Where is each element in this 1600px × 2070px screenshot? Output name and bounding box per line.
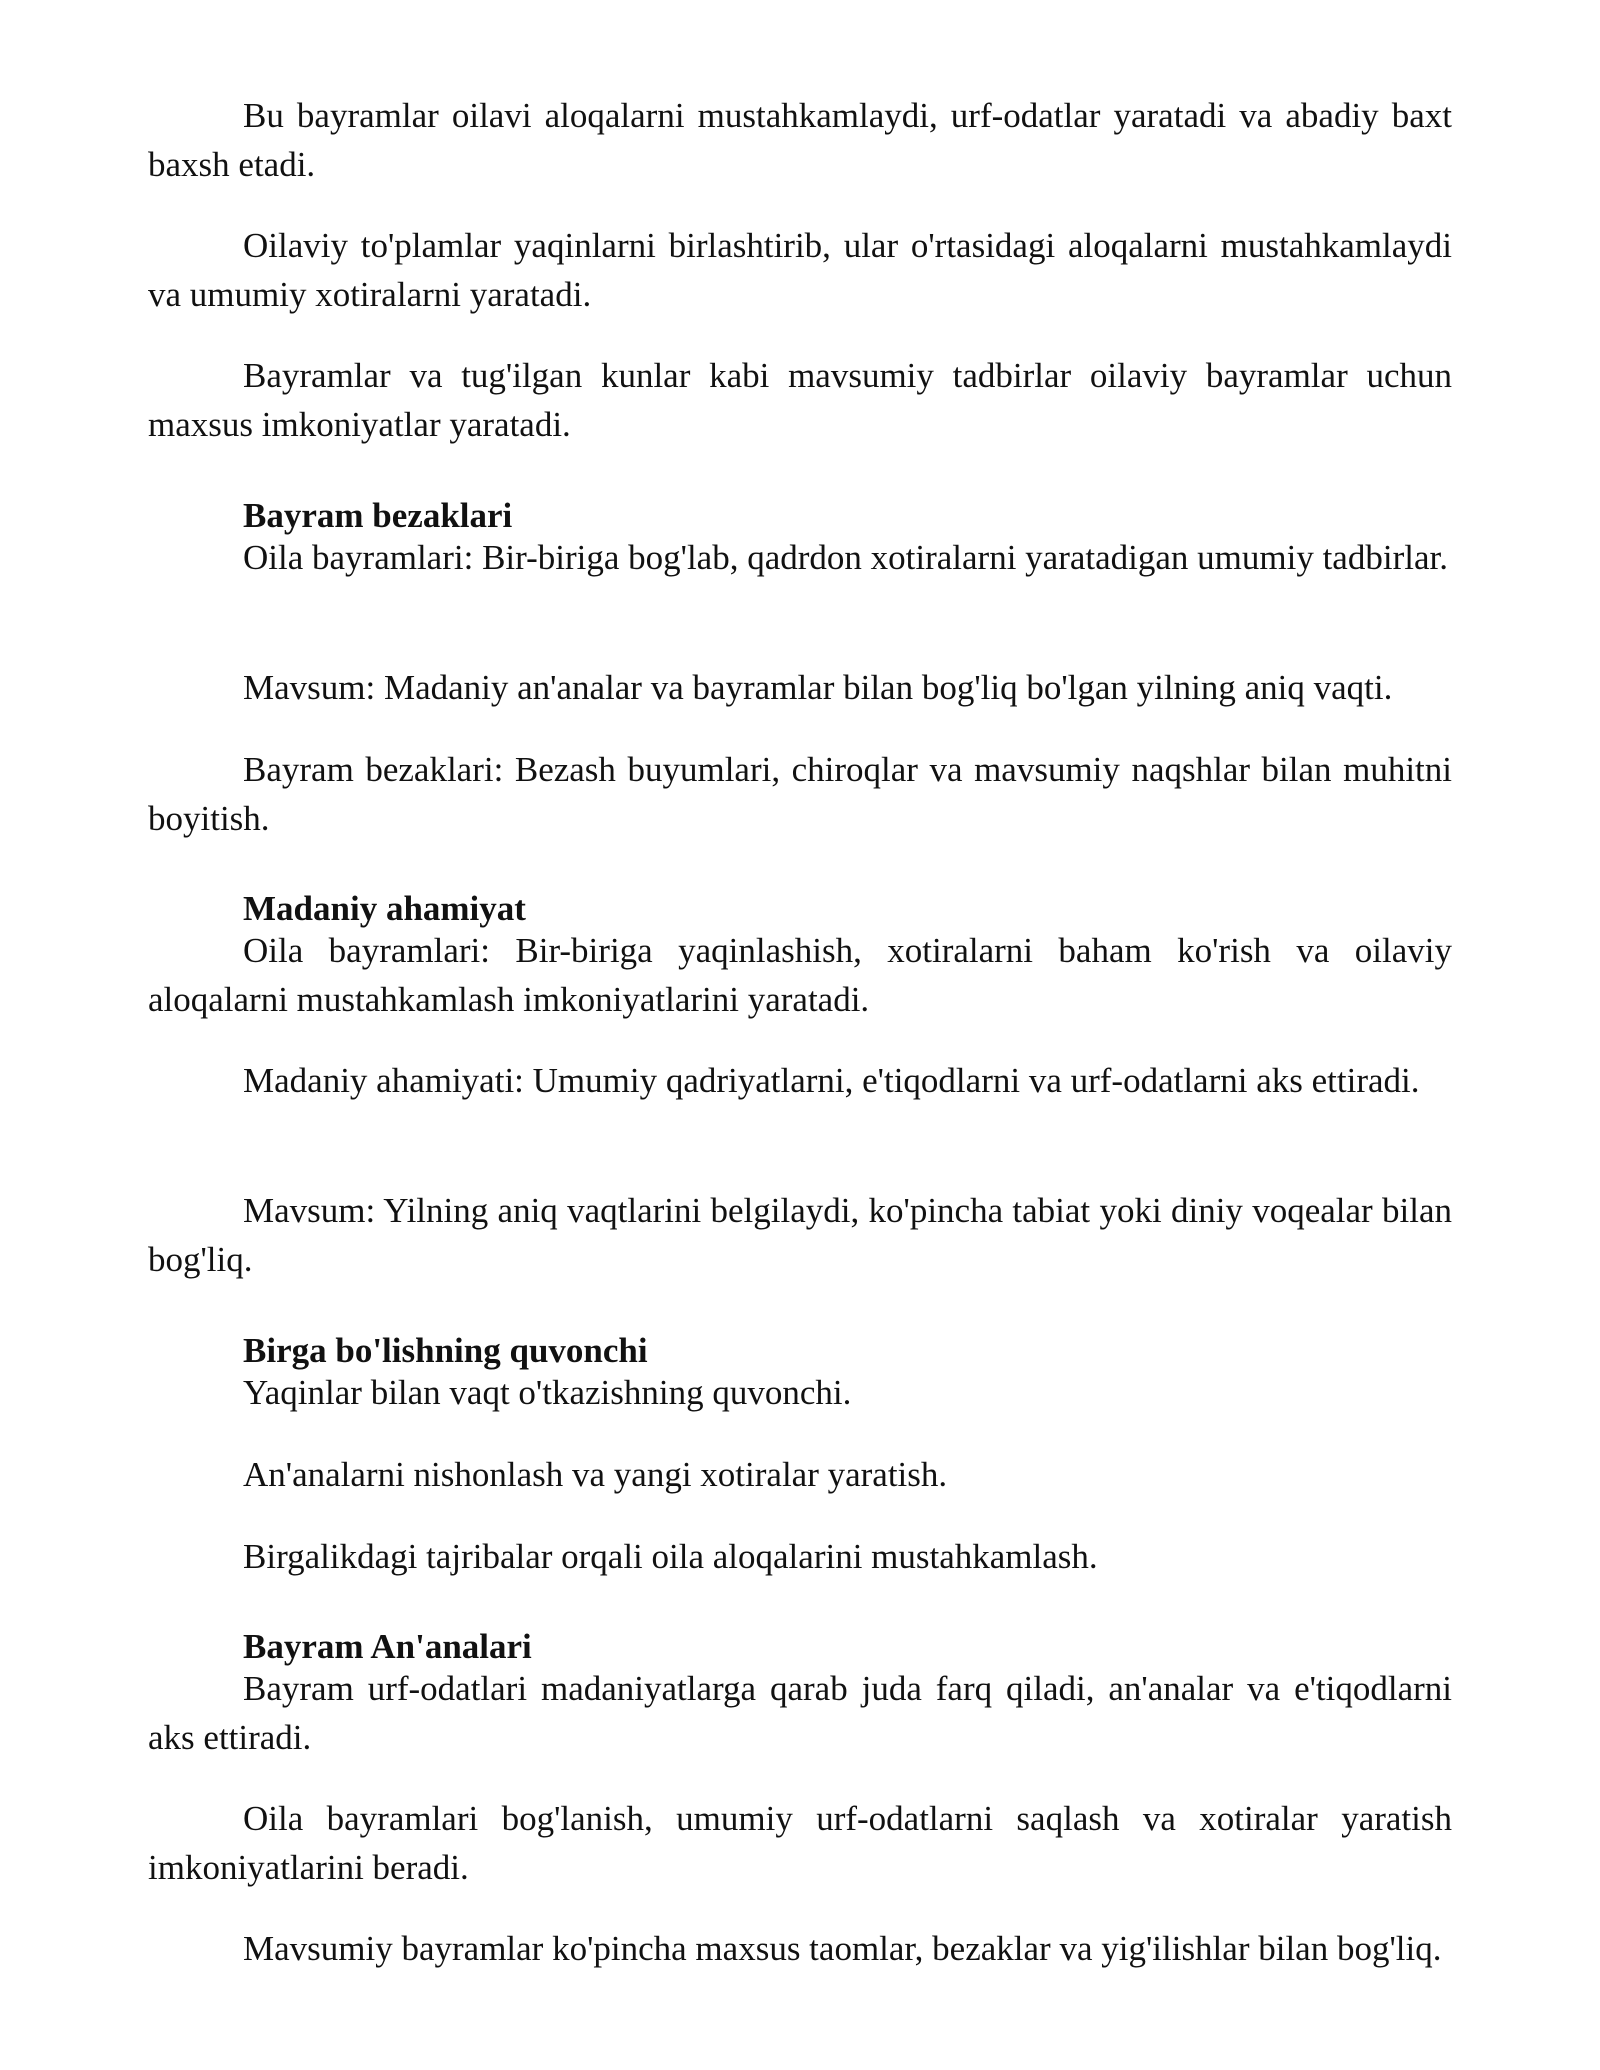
paragraph: Birgalikdagi tajribalar orqali oila aloqalarini mustahkamlash. [243,1537,1098,1576]
paragraph: Oilaviy to'plamlar yaqinlarni birlashtirib, ular o'rtasidagi aloqalarni mustahkamlaydi va umumiy xotiralarni yaratadi. [148,226,1452,314]
paragraph: Bu bayramlar oilavi aloqalarni mustahkamlaydi, urf-odatlar yaratadi va abadiy baxt baxsh etadi. [148,96,1452,184]
paragraph: An'analarni nishonlash va yangi xotiralar yaratish. [243,1455,948,1494]
paragraph: Oila bayramlari: Bir-biriga yaqinlashish, xotiralarni baham ko'rish va oilaviy aloqalarni mustahkamlash imkoniyatlarini yaratadi. [148,931,1452,1019]
section-heading: Bayram bezaklari [243,496,513,535]
paragraph: Madaniy ahamiyati: Umumiy qadriyatlarni, e'tiqodlarni va urf-odatlarni aks ettiradi. [243,1061,1420,1100]
paragraph: Bayram urf-odatlari madaniyatlarga qarab juda farq qiladi, an'analar va e'tiqodlarni aks ettiradi. [148,1669,1452,1757]
paragraph: Bayram bezaklari: Bezash buyumlari, chiroqlar va mavsumiy naqshlar bilan muhitni boyitish. [148,750,1452,838]
paragraph: Yaqinlar bilan vaqt o'tkazishning quvonchi. [243,1373,852,1412]
paragraph: Mavsum: Yilning aniq vaqtlarini belgilaydi, ko'pincha tabiat yoki diniy voqealar bilan bog'liq. [148,1191,1452,1279]
paragraph: Mavsumiy bayramlar ko'pincha maxsus taomlar, bezaklar va yig'ilishlar bilan bog'liq. [243,1929,1442,1968]
section-heading: Bayram An'analari [243,1627,532,1666]
paragraph: Mavsum: Madaniy an'analar va bayramlar bilan bog'liq bo'lgan yilning aniq vaqti. [243,668,1393,707]
paragraph: Oila bayramlari: Bir-biriga bog'lab, qadrdon xotiralarni yaratadigan umumiy tadbirlar. [243,538,1448,577]
section-heading: Madaniy ahamiyat [243,889,526,928]
paragraph: Bayramlar va tug'ilgan kunlar kabi mavsumiy tadbirlar oilaviy bayramlar uchun maxsus imkoniyatlar yaratadi. [148,356,1452,444]
section-heading: Birga bo'lishning quvonchi [243,1331,648,1370]
paragraph: Oila bayramlari bog'lanish, umumiy urf-odatlarni saqlash va xotiralar yaratish imkoniyatlarini beradi. [148,1799,1452,1887]
